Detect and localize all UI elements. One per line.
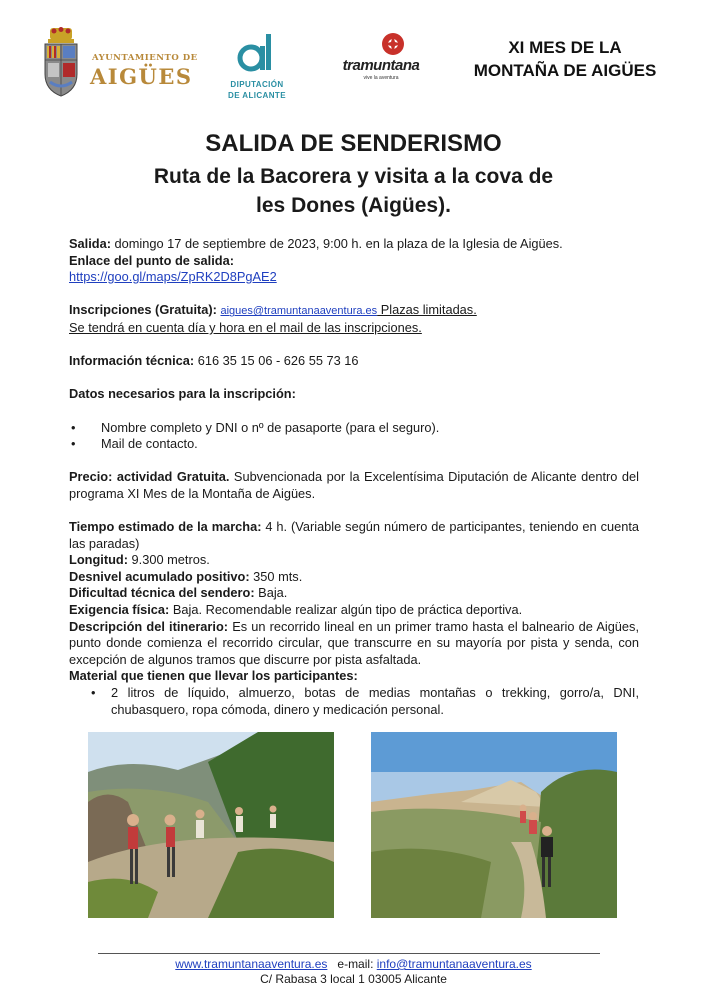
longitud-text: 9.300 metros. <box>127 552 210 568</box>
exigencia-label: Exigencia física: <box>69 602 170 618</box>
descripcion-label: Descripción del itinerario: <box>69 618 229 634</box>
info-tecnica-paragraph <box>69 353 639 370</box>
list-item <box>69 685 639 718</box>
route-title-line2: les Dones (Aigües). <box>256 194 451 217</box>
dificultad-label: Dificultad técnica del sendero: <box>69 585 255 601</box>
footer <box>0 957 707 987</box>
route-title <box>0 162 707 220</box>
info-tecnica-text: 616 35 15 06 - 626 55 73 16 <box>194 353 359 369</box>
datos-label: Datos necesarios para la inscripción: <box>69 386 296 402</box>
precio-label: Precio: actividad Gratuita. <box>69 469 230 485</box>
info-body <box>69 236 639 718</box>
tiempo-label: Tiempo estimado de la marcha: <box>69 519 262 535</box>
hikers-photo-2 <box>371 732 617 918</box>
inscripciones-email-link[interactable]: aigues@tramuntanaaventura.es <box>220 305 378 318</box>
event-title-line2: MONTAÑA DE AIGÜES <box>473 61 657 80</box>
email-label: e-mail: <box>327 957 377 971</box>
inscripciones-note: Se tendrá en cuenta día y hora en el mail de las inscripciones. <box>69 319 422 335</box>
footer-divider <box>98 953 600 954</box>
list-item <box>69 420 639 437</box>
event-title <box>458 36 672 82</box>
desnivel-label: Desnivel acumulado positivo: <box>69 568 250 584</box>
precio-paragraph <box>69 469 639 502</box>
event-title-line1: XI MES DE LA <box>508 38 622 57</box>
address-text: C/ Rabasa 3 local 1 03005 Alicante <box>260 972 447 986</box>
bullet-icon: • <box>91 685 96 701</box>
inscripciones-label: Inscripciones (Gratuita): <box>69 302 217 318</box>
bullet-icon: • <box>71 419 76 435</box>
map-link[interactable]: https://goo.gl/maps/ZpRK2D8PgAE2 <box>69 269 277 285</box>
website-link[interactable]: www.tramuntanaaventura.es <box>175 957 328 971</box>
hikers-photo-1 <box>88 732 334 918</box>
info-tecnica-label: Información técnica: <box>69 353 195 369</box>
tiempo-text: 4 h. (Variable según número de participantes, teniendo en cuenta las paradas) <box>69 519 639 551</box>
tiempo-paragraph <box>69 519 639 552</box>
enlace-label <box>69 253 639 270</box>
diputacion-text <box>224 79 290 101</box>
descripcion-paragraph <box>69 619 639 669</box>
descripcion-text: Es un recorrido lineal en un primer tramo hasta el balneario de Aigües, punto donde comienza el recorrido circular, que transcurre en su mayoría por pista y senda, con excepción de algunos tramos que discurre por pista asfaltada. <box>69 618 639 667</box>
precio-text: Subvencionada por la Excelentísima Diputación de Alicante dentro del programa XI Mes de la Montaña de Aigües. <box>69 469 639 501</box>
exigencia-text: Baja. Recomendable realizar algún tipo de práctica deportiva. <box>169 602 523 618</box>
list-item <box>69 436 639 453</box>
coat-of-arms-logo <box>42 26 80 98</box>
email-link[interactable]: info@tramuntanaaventura.es <box>376 957 532 971</box>
enlace-label-text: Enlace del punto de salida: <box>69 252 234 268</box>
ayuntamiento-name: AIGÜES <box>90 64 193 89</box>
dificultad-text: Baja. <box>254 585 288 601</box>
longitud-label: Longitud: <box>69 552 128 568</box>
route-title-line1: Ruta de la Bacorera y visita a la cova de <box>153 165 554 188</box>
longitud-paragraph <box>69 552 639 569</box>
plazas-text: Plazas limitadas. <box>377 302 477 318</box>
page-title: SALIDA DE SENDERISMO <box>205 130 502 157</box>
salida-paragraph <box>69 236 639 253</box>
diputacion-line2: DE ALICANTE <box>228 91 286 100</box>
dificultad-paragraph <box>69 585 639 602</box>
inscripciones-paragraph <box>69 302 639 320</box>
bullet-icon: • <box>71 436 76 452</box>
ayuntamiento-small-text: AYUNTAMIENTO DE <box>92 53 198 63</box>
salida-text: domingo 17 de septiembre de 2023, 9:00 h. en la plaza de la Iglesia de Aigües. <box>110 236 563 251</box>
datos-item-1: Nombre completo y DNI o nº de pasaporte (para el seguro). <box>101 419 440 435</box>
tramuntana-slogan: vive la aventura <box>363 75 399 81</box>
datos-item-2: Mail de contacto. <box>101 436 198 452</box>
material-item: 2 litros de líquido, almuerzo, botas de medias montañas o trekking, gorro/a, DNI, chubasquero, ropa cómoda, dinero y medicación personal. <box>111 685 639 717</box>
diputacion-logo <box>236 32 276 74</box>
desnivel-text: 350 mts. <box>249 568 303 584</box>
tramuntana-name: tramuntana <box>342 57 420 74</box>
exigencia-paragraph <box>69 602 639 619</box>
desnivel-paragraph <box>69 569 639 586</box>
diputacion-line1: DIPUTACIÓN <box>230 80 284 89</box>
salida-label: Salida: <box>69 236 111 251</box>
material-label: Material que tienen que llevar los participantes: <box>69 668 358 684</box>
